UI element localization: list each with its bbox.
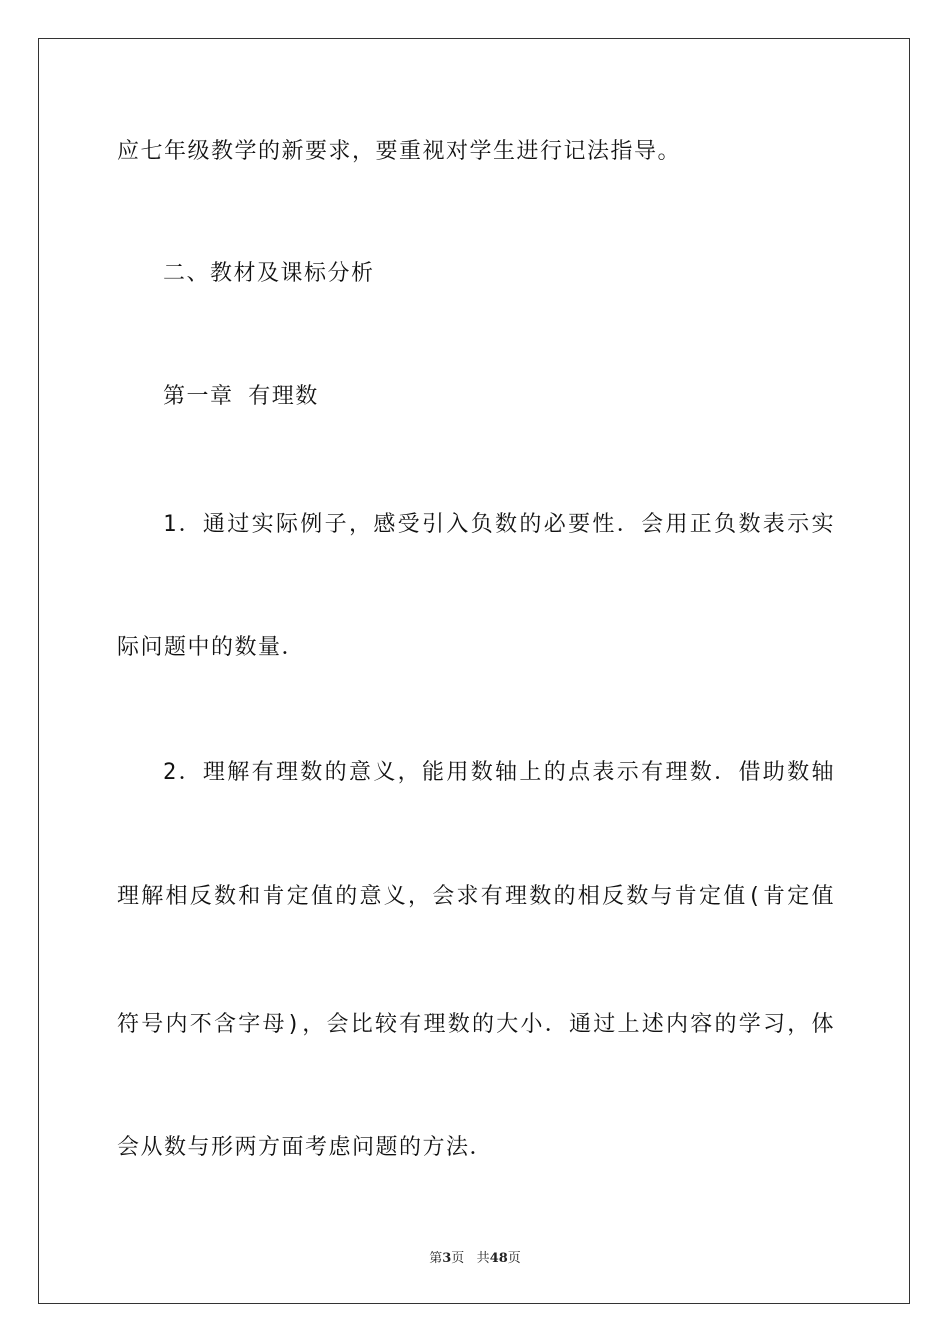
total-pages: 48 — [489, 1251, 508, 1266]
body-line-1: 应七年级教学的新要求，要重视对学生进行记法指导。 — [117, 139, 682, 164]
page-prefix: 第 — [429, 1251, 443, 1266]
page-suffix: 页 — [451, 1251, 465, 1266]
total-prefix: 共 — [476, 1251, 490, 1266]
page-footer — [0, 1247, 950, 1266]
page-number: 3 — [442, 1251, 452, 1266]
page-border — [38, 38, 910, 1304]
body-line-5: 际问题中的数量． — [117, 635, 306, 660]
body-line-4: 1．通过实际例子，感受引入负数的必要性．会用正负数表示实 — [163, 512, 835, 537]
chapter-heading: 第一章 有理数 — [163, 384, 319, 409]
body-line-8: 符号内不含字母)，会比较有理数的大小．通过上述内容的学习，体 — [117, 1012, 835, 1037]
total-suffix: 页 — [507, 1251, 521, 1266]
body-line-9: 会从数与形两方面考虑问题的方法． — [117, 1135, 494, 1160]
body-line-7: 理解相反数和肯定值的意义，会求有理数的相反数与肯定值(肯定值 — [117, 884, 835, 909]
section-heading: 二、教材及课标分析 — [163, 261, 375, 286]
body-line-6: 2．理解有理数的意义，能用数轴上的点表示有理数．借助数轴 — [163, 760, 835, 785]
